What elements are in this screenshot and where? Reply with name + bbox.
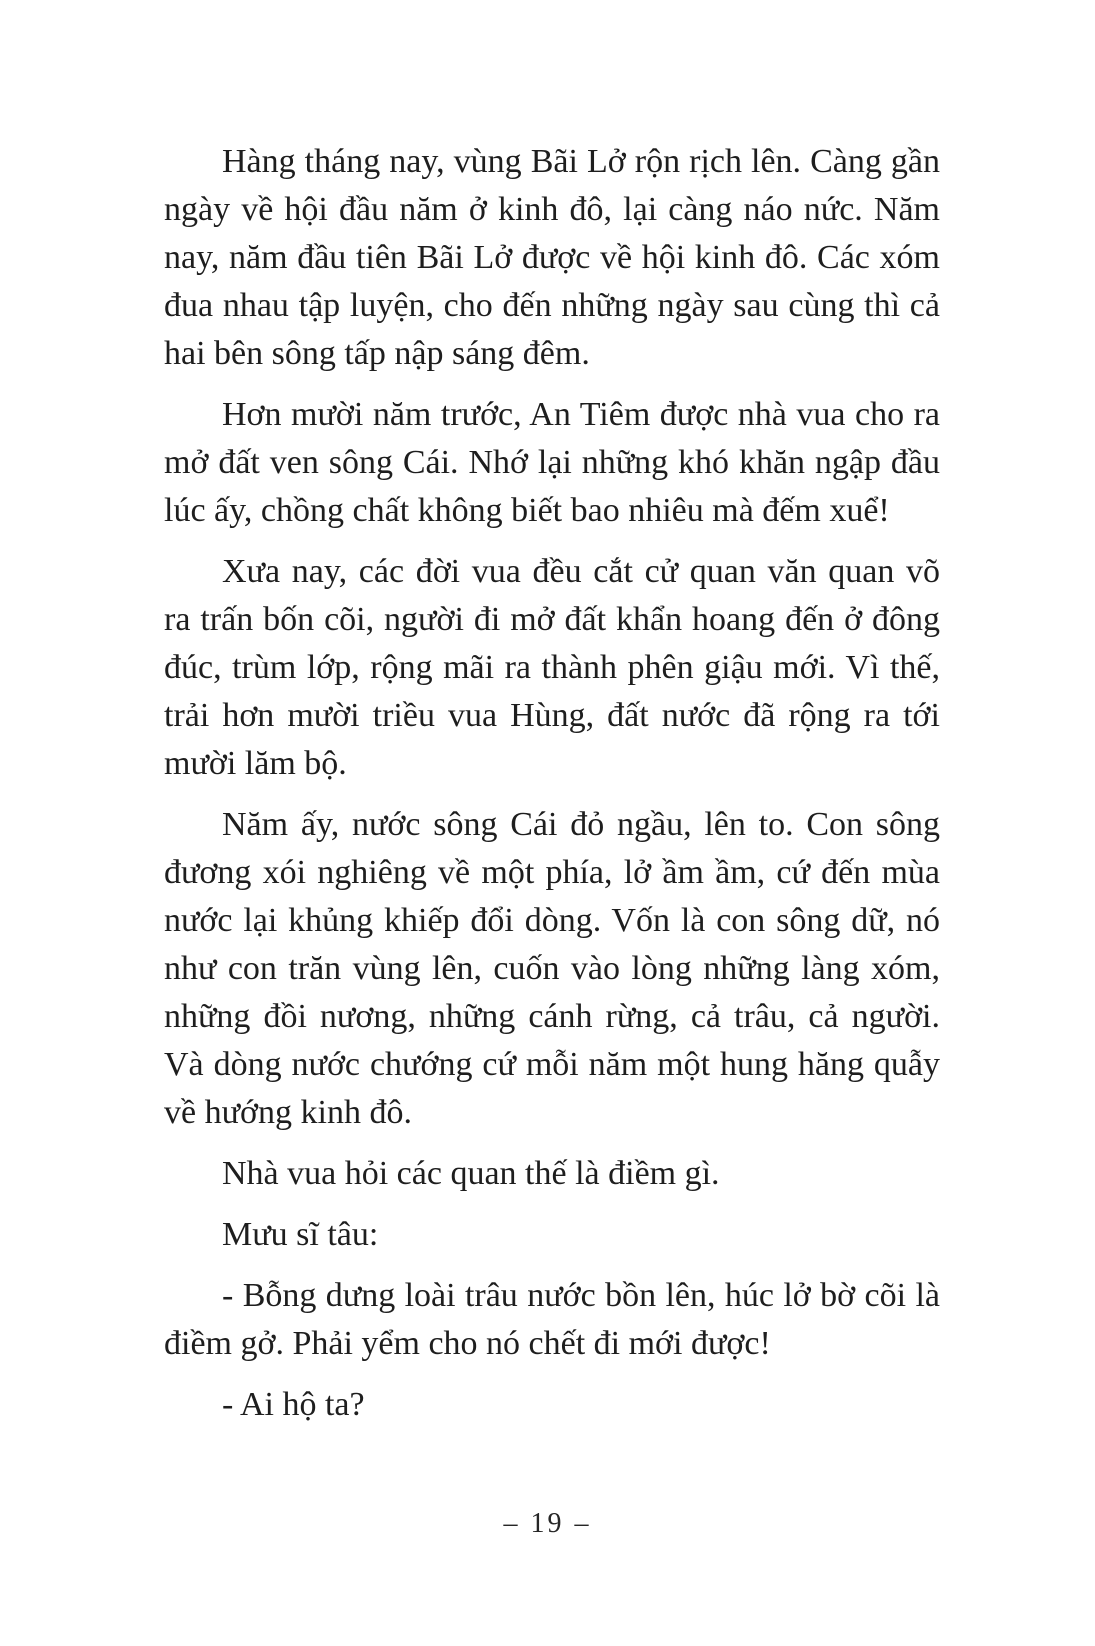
text-block — [164, 138, 940, 1442]
paragraph-6-dialogue: Mưu sĩ tâu: — [222, 1216, 379, 1253]
paragraph-5: Nhà vua hỏi các quan thế là điềm gì. — [222, 1155, 720, 1192]
page-number: – 19 – — [503, 1508, 592, 1539]
paragraph-8-dialogue: - Ai hộ ta? — [222, 1386, 365, 1423]
paragraph-7-dialogue: - Bỗng dưng loài trâu nước bồn lên, húc lở bờ cõi là điềm gở. Phải yểm cho nó chết đi mới được! — [164, 1277, 940, 1362]
paragraph-2: Hơn mười năm trước, An Tiêm được nhà vua cho ra mở đất ven sông Cái. Nhớ lại những khó khăn ngập đầu lúc ấy, chồng chất không biết bao nhiêu mà đếm xuể! — [164, 396, 940, 529]
paragraph-4: Năm ấy, nước sông Cái đỏ ngầu, lên to. Con sông đương xói nghiêng về một phía, lở ầm ầm, cứ đến mùa nước lại khủng khiếp đổi dòng. Vốn là con sông dữ, nó như con trăn vùng lên, cuốn vào lòng những làng xóm, những đồi nương, những cánh rừng, cả trâu, cả người. Và dòng nước chướng cứ mỗi năm một hung hăng quẫy về hướng kinh đô. — [164, 806, 940, 1131]
paragraph-3: Xưa nay, các đời vua đều cắt cử quan văn quan võ ra trấn bốn cõi, người đi mở đất khẩn hoang đến ở đông đúc, trùm lớp, rộng mãi ra thành phên giậu mới. Vì thế, trải hơn mười triều vua Hùng, đất nước đã rộng ra tới mười lăm bộ. — [164, 553, 940, 782]
paragraph-1: Hàng tháng nay, vùng Bãi Lở rộn rịch lên. Càng gần ngày về hội đầu năm ở kinh đô, lại càng náo nức. Năm nay, năm đầu tiên Bãi Lở được về hội kinh đô. Các xóm đua nhau tập luyện, cho đến những ngày sau cùng thì cả hai bên sông tấp nập sáng đêm. — [164, 143, 940, 372]
